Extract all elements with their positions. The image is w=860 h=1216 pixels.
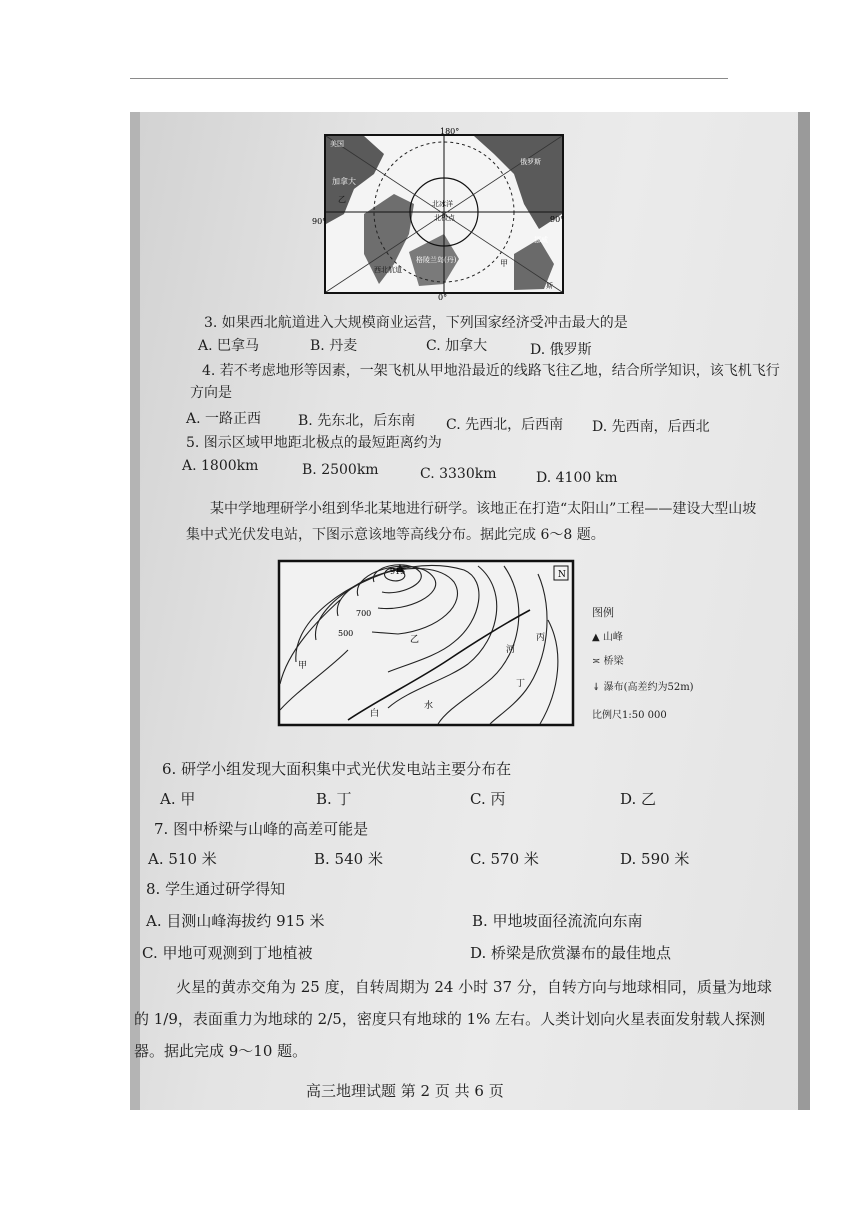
- map2-river-bai: 白: [370, 709, 380, 719]
- q4-option-d: D. 先西南，后西北: [592, 419, 710, 435]
- map2-river-he: 河: [506, 645, 516, 655]
- map1-label-pole: 北极点: [434, 214, 455, 222]
- map2-peak-label: 915: [390, 567, 406, 576]
- q8-option-c: C. 甲地可观测到丁地植被: [142, 944, 313, 962]
- q8-option-a: A. 目测山峰海拔约 915 米: [146, 912, 325, 930]
- q5-option-b: B. 2500km: [302, 462, 379, 478]
- map2-river-shui: 水: [424, 701, 434, 711]
- map2-place-bing: 丙: [536, 633, 546, 643]
- legend-peak-label: 山峰: [602, 632, 623, 643]
- map1-label-si: 斯: [546, 282, 553, 290]
- map2-scale: 比例尺1:50 000: [592, 710, 667, 721]
- legend-waterfall: [592, 678, 694, 693]
- q6-option-d: D. 乙: [620, 790, 657, 808]
- legend-bridge-label: 桥梁: [603, 656, 624, 667]
- intro2-line2: 集中式光伏发电站，下图示意该地等高线分布。据此完成 6～8 题。: [186, 527, 605, 543]
- q7-option-c: C. 570 米: [470, 850, 539, 868]
- q8-option-d: D. 桥梁是欣赏瀑布的最佳地点: [470, 944, 672, 962]
- photo-right-edge: [798, 112, 810, 1110]
- q4-option-c: C. 先西北，后西南: [446, 417, 564, 433]
- map1-label-greenland: 格陵兰岛(丹): [416, 256, 457, 264]
- map1-label-arctic: 北冰洋: [432, 200, 453, 208]
- q5-option-d: D. 4100 km: [536, 470, 618, 486]
- map2-contour-500: 500: [338, 629, 354, 638]
- exam-page-photo: [130, 112, 810, 1110]
- legend-bridge: [592, 652, 624, 667]
- map2-place-yi: 乙: [410, 635, 420, 645]
- map2-north-arrow: N: [558, 570, 566, 580]
- q8-option-b: B. 甲地坡面径流流向东南: [472, 912, 643, 930]
- q4-option-b: B. 先东北，后东南: [298, 413, 416, 429]
- q4-stem-line2: 方向是: [190, 385, 232, 401]
- map2-contour-700: 700: [356, 609, 372, 618]
- map1-label-0: 0°: [438, 293, 448, 302]
- page-footer: 高三地理试题 第 2 页 共 6 页: [306, 1082, 504, 1100]
- q3-option-d: D. 俄罗斯: [530, 342, 592, 358]
- map1-label-yi: 乙: [338, 195, 346, 204]
- map1-label-norway: 挪威: [534, 236, 548, 244]
- map2-place-jia: 甲: [298, 661, 308, 671]
- map1-label-180: 180°: [440, 127, 460, 136]
- map1-label-passage: 西北航道: [374, 266, 402, 274]
- q4-option-a: A. 一路正西: [186, 411, 262, 427]
- q5-option-c: C. 3330km: [420, 466, 497, 482]
- triangle-icon: ▲: [592, 632, 600, 643]
- contour-map: [278, 560, 574, 726]
- map1-label-90e: 90°: [550, 215, 565, 224]
- bridge-icon: ≍: [592, 656, 601, 667]
- map1-label-90w: 90°: [312, 217, 327, 226]
- q3-option-a: A. 巴拿马: [198, 338, 260, 354]
- q6-stem: 6. 研学小组发现大面积集中式光伏发电站主要分布在: [162, 760, 512, 778]
- arctic-map: [312, 127, 565, 302]
- q6-option-c: C. 丙: [470, 790, 506, 808]
- intro3-line2: 的 1/9，表面重力为地球的 2/5，密度只有地球的 1% 左右。人类计划向火星表面发射载人探测: [134, 1010, 766, 1028]
- q6-option-b: B. 丁: [316, 790, 352, 808]
- map1-label-russia: 俄罗斯: [520, 158, 541, 166]
- map1-label-canada: 加拿大: [332, 177, 356, 186]
- q3-option-b: B. 丹麦: [310, 338, 358, 354]
- q3-stem: 3. 如果西北航道进入大规模商业运营，下列国家经济受冲击最大的是: [204, 315, 628, 331]
- q6-option-a: A. 甲: [160, 790, 196, 808]
- waterfall-icon: ↡: [592, 682, 601, 693]
- q7-option-d: D. 590 米: [620, 850, 690, 868]
- map2-legend-title: 图例: [592, 606, 614, 619]
- intro2-line1: 某中学地理研学小组到华北某地进行研学。该地正在打造“太阳山”工程——建设大型山坡: [210, 501, 757, 517]
- q3-option-c: C. 加拿大: [426, 338, 488, 354]
- q8-stem: 8. 学生通过研学得知: [146, 880, 286, 898]
- q4-stem-line1: 4. 若不考虑地形等因素，一架飞机从甲地沿最近的线路飞往乙地，结合所学知识，该飞机飞行: [202, 363, 780, 379]
- q5-stem: 5. 图示区域甲地距北极点的最短距离约为: [186, 435, 442, 451]
- intro3-line1: 火星的黄赤交角为 25 度，自转周期为 24 小时 37 分，自转方向与地球相同，质量为地球: [176, 978, 772, 996]
- map2-place-ding: 丁: [516, 679, 526, 689]
- legend-peak: [592, 628, 623, 643]
- page-header-rule: [130, 78, 728, 79]
- legend-waterfall-label: 瀑布(高差约为52m): [603, 682, 694, 693]
- q5-option-a: A. 1800km: [182, 458, 259, 474]
- intro3-line3: 器。据此完成 9～10 题。: [134, 1042, 308, 1060]
- q7-stem: 7. 图中桥梁与山峰的高差可能是: [154, 820, 369, 838]
- map1-label-us: 美国: [330, 140, 344, 148]
- map1-label-jia: 甲: [500, 259, 508, 268]
- q7-option-a: A. 510 米: [148, 850, 217, 868]
- q7-option-b: B. 540 米: [314, 850, 383, 868]
- photo-left-edge: [130, 112, 140, 1110]
